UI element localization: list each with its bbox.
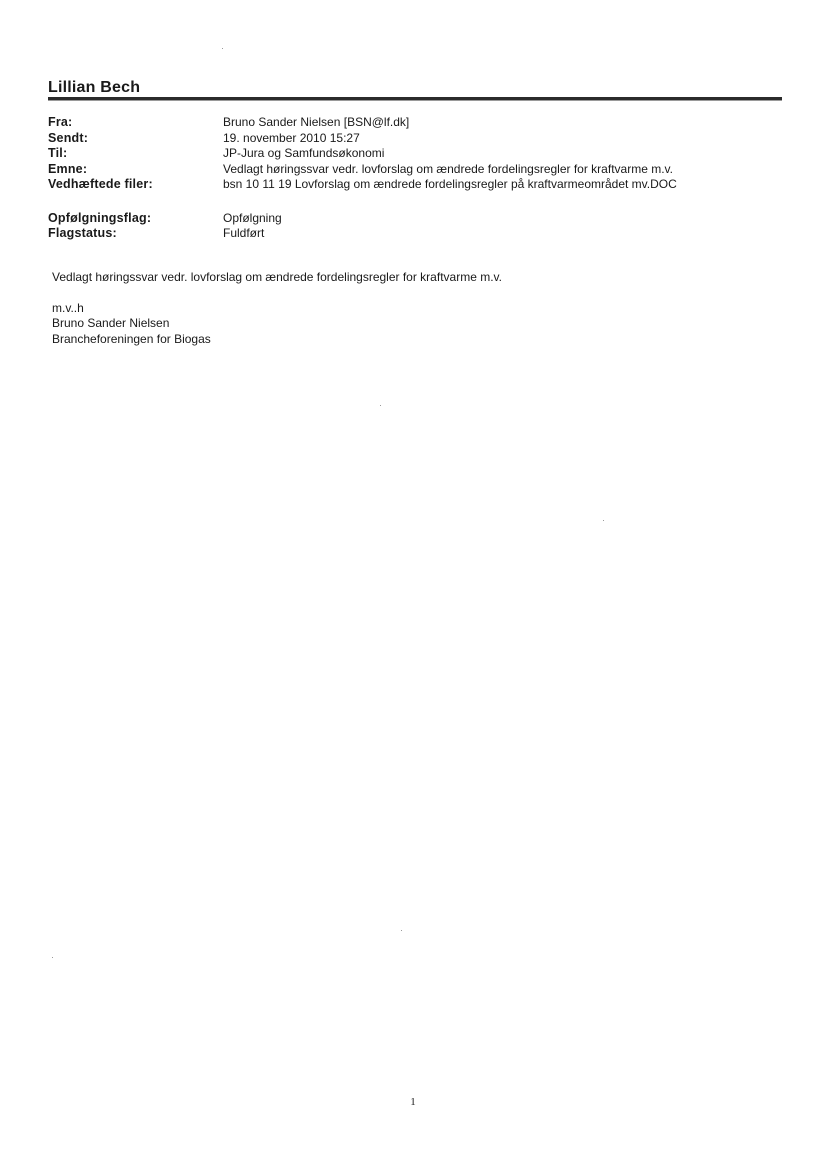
email-body [52,270,502,347]
header-rule-shadow [48,100,782,101]
signature-name: Bruno Sander Nielsen [52,316,170,330]
email-greeting: m.v..h [52,300,84,315]
field-label-attachments: Vedhæftede filer: [48,177,153,191]
field-label-flag-status: Flagstatus: [48,226,117,240]
page-number: 1 [410,1096,416,1108]
field-value-sent: 19. november 2010 15:27 [223,130,360,145]
field-value-from: Bruno Sander Nielsen [BSN@lf.dk] [223,115,410,129]
email-owner-name: Lillian Bech [48,79,141,96]
field-value-followup-flag: Opfølgning [223,210,282,225]
field-row-subject [48,162,788,178]
field-value-subject: Vedlagt høringssvar vedr. lovforslag om ændrede fordelingsregler for kraftvarme m.v. [223,161,673,176]
scan-speck [380,405,381,406]
field-label-from: Fra: [48,115,73,129]
field-gap [48,193,788,211]
field-label-followup-flag: Opfølgningsflag: [48,210,152,225]
field-label-subject: Emne: [48,161,88,176]
field-value-flag-status: Fuldført [223,226,265,240]
email-header-fields [48,115,788,242]
field-row-flag-status [48,226,788,242]
field-label-to: Til: [48,146,68,160]
email-body-text: Vedlagt høringssvar vedr. lovforslag om ændrede fordelingsregler for kraftvarme m.v. [52,270,502,284]
field-value-attachments: bsn 10 11 19 Lovforslag om ændrede fordelingsregler på kraftvarmeområdet mv.DOC [223,177,677,191]
field-value-to: JP-Jura og Samfundsøkonomi [223,146,385,160]
scan-speck [401,930,402,931]
scan-speck [52,957,53,958]
field-row-attachments [48,177,788,193]
signature-organization: Brancheforeningen for Biogas [52,331,211,346]
field-row-to [48,146,788,162]
field-row-followup-flag [48,211,788,227]
field-row-from [48,115,788,131]
scan-speck [603,520,604,521]
field-label-sent: Sendt: [48,130,89,145]
field-row-sent [48,131,788,147]
scan-speck [222,48,223,49]
